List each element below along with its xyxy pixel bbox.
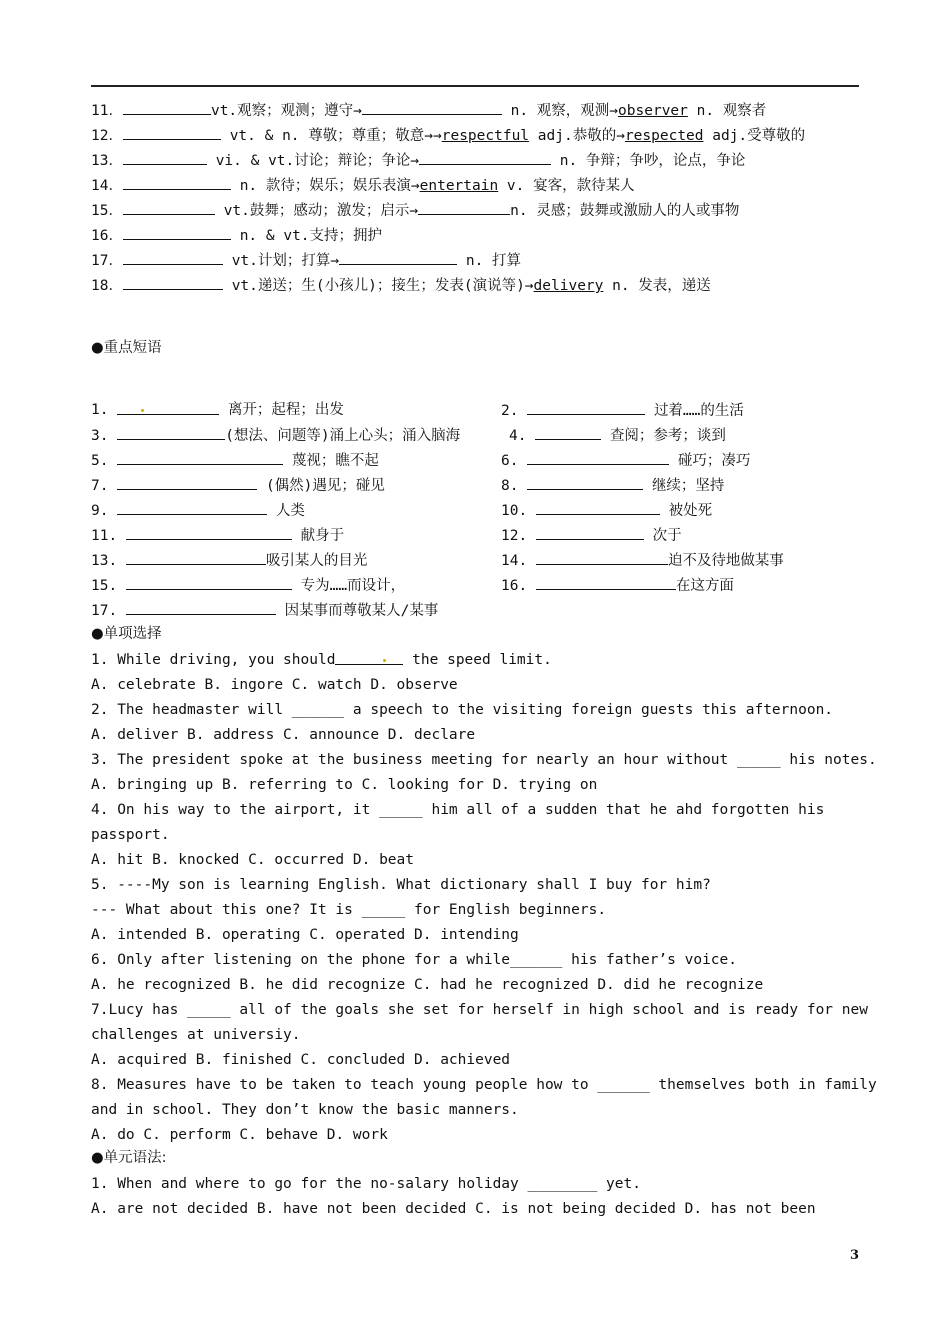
- options-line: A. intended B. operating C. operated D. intending: [91, 927, 519, 943]
- options-line: A. celebrate B. ingore C. watch D. observe: [91, 677, 458, 693]
- answer-blank[interactable]: [123, 225, 231, 240]
- answer-blank[interactable]: [117, 425, 225, 440]
- answer-blank[interactable]: [123, 175, 231, 190]
- phrase-row: 5. 蔑视；瞧不起 6. 碰巧；凑巧: [91, 450, 861, 471]
- vocab-item-15: 15． vt.鼓舞；感动；激发；启示→ n. 灵感；鼓舞或激励人的人或事物: [91, 200, 861, 221]
- question-text: and in school. They don’t know the basic manners.: [91, 1102, 519, 1118]
- answer-blank[interactable]: [123, 150, 207, 165]
- question-text: 4. On his way to the airport, it _____ him all of a sudden that he ahd forgotten his: [91, 802, 825, 818]
- phrase-row: 3. (想法、问题等)涌上心头；涌入脑海 4. 查阅；参考；谈到: [91, 425, 861, 446]
- question-text: 2. The headmaster will ______ a speech to the visiting foreign guests this afternoon.: [91, 702, 834, 718]
- ink-dot: [141, 409, 144, 412]
- answer-blank[interactable]: [123, 100, 211, 115]
- answer-blank[interactable]: [535, 425, 601, 440]
- section-heading-phrases: ●重点短语: [91, 340, 162, 356]
- header-rule: [91, 85, 859, 87]
- answer-blank[interactable]: [126, 550, 266, 565]
- question-text: 8. Measures have to be taken to teach young people how to ______ themselves both in family: [91, 1077, 877, 1093]
- vocab-item-14: 14． n. 款待；娱乐；娱乐表演→entertain v. 宴客，款待某人: [91, 175, 861, 196]
- question-text: --- What about this one? It is _____ for English beginners.: [91, 902, 607, 918]
- phrase-row: 11. 献身于 12. 次于: [91, 525, 861, 546]
- answer-blank[interactable]: [123, 200, 215, 215]
- options-line: A. acquired B. finished C. concluded D. achieved: [91, 1052, 511, 1068]
- question-text: 3. The president spoke at the business meeting for nearly an hour without _____ his notes.: [91, 752, 877, 768]
- options-line: A. bringing up B. referring to C. looking for D. trying on: [91, 777, 598, 793]
- question-text: passport.: [91, 827, 170, 843]
- vocab-item-18: 18． vt.递送；生(小孩儿)；接生；发表(演说等)→delivery n. 发表，递送: [91, 275, 861, 296]
- section-heading-grammar: ●单元语法:: [91, 1150, 167, 1166]
- phrase-row: 7. (偶然)遇见；碰见 8. 继续；坚持: [91, 475, 861, 496]
- phrase-row: 13. 吸引某人的目光 14. 迫不及待地做某事: [91, 550, 861, 571]
- answer-blank[interactable]: [123, 275, 223, 290]
- options-line: A. hit B. knocked C. occurred D. beat: [91, 852, 415, 868]
- answer-blank[interactable]: [126, 525, 292, 540]
- vocab-item-13: 13． vi. & vt.讨论；辩论；争论→ n. 争辩；争吵，论点，争论: [91, 150, 861, 171]
- answer-blank[interactable]: [527, 400, 645, 415]
- answer-blank[interactable]: [126, 600, 276, 615]
- phrase-row: 15. 专为……而设计， 16. 在这方面: [91, 575, 861, 596]
- phrase-row: 17. 因某事而尊敬某人/某事: [91, 600, 861, 621]
- options-line: A. do C. perform C. behave D. work: [91, 1127, 388, 1143]
- question-text: 1. When and where to go for the no-salary holiday ________ yet.: [91, 1176, 641, 1192]
- answer-blank[interactable]: [418, 200, 510, 215]
- answer-blank[interactable]: [335, 650, 403, 665]
- phrase-row: 9. 人类 10. 被处死: [91, 500, 861, 521]
- answer-blank[interactable]: [536, 500, 660, 515]
- answer-blank[interactable]: [117, 475, 257, 490]
- answer-blank[interactable]: [527, 475, 643, 490]
- answer-blank[interactable]: [527, 450, 669, 465]
- answer-blank[interactable]: [536, 550, 668, 565]
- options-line: A. are not decided B. have not been decided C. is not being decided D. has not been: [91, 1201, 816, 1217]
- answer-blank[interactable]: [117, 500, 267, 515]
- answer-blank[interactable]: [123, 250, 223, 265]
- answer-blank[interactable]: [419, 150, 551, 165]
- vocab-item-12: 12． vt. & n. 尊敬；尊重；敬意→→respectful adj.恭敬的→respected adj.受尊敬的: [91, 125, 861, 146]
- vocab-item-17: 17． vt.计划；打算→ n. 打算: [91, 250, 861, 271]
- ink-dot: [383, 659, 386, 662]
- question-text: challenges at universiy.: [91, 1027, 301, 1043]
- answer-blank[interactable]: [117, 400, 219, 415]
- options-line: A. he recognized B. he did recognize C. had he recognized D. did he recognize: [91, 977, 764, 993]
- options-line: A. deliver B. address C. announce D. declare: [91, 727, 476, 743]
- answer-blank[interactable]: [123, 125, 221, 140]
- vocab-item-11: 11． vt.观察；观测；遵守→ n. 观察，观测→observer n. 观察者: [91, 100, 861, 121]
- phrase-row: 1. 离开；起程；出发 2. 过着……的生活: [91, 402, 744, 419]
- question-text: 5. ----My son is learning English. What dictionary shall I buy for him?: [91, 877, 711, 893]
- answer-blank[interactable]: [126, 575, 292, 590]
- question-text: 1. While driving, you should the speed limit.: [91, 652, 552, 668]
- answer-blank[interactable]: [117, 450, 283, 465]
- answer-blank[interactable]: [339, 250, 457, 265]
- section-heading-multiple-choice: ●单项选择: [91, 626, 162, 642]
- question-text: 6. Only after listening on the phone for a while______ his father’s voice.: [91, 952, 738, 968]
- answer-blank[interactable]: [536, 525, 644, 540]
- vocab-item-16: 16． n. & vt.支持；拥护: [91, 225, 861, 246]
- question-text: 7.Lucy has _____ all of the goals she set for herself in high school and is ready for new: [91, 1002, 868, 1018]
- answer-blank[interactable]: [362, 100, 502, 115]
- answer-blank[interactable]: [536, 575, 676, 590]
- page-number: 3: [850, 1248, 860, 1263]
